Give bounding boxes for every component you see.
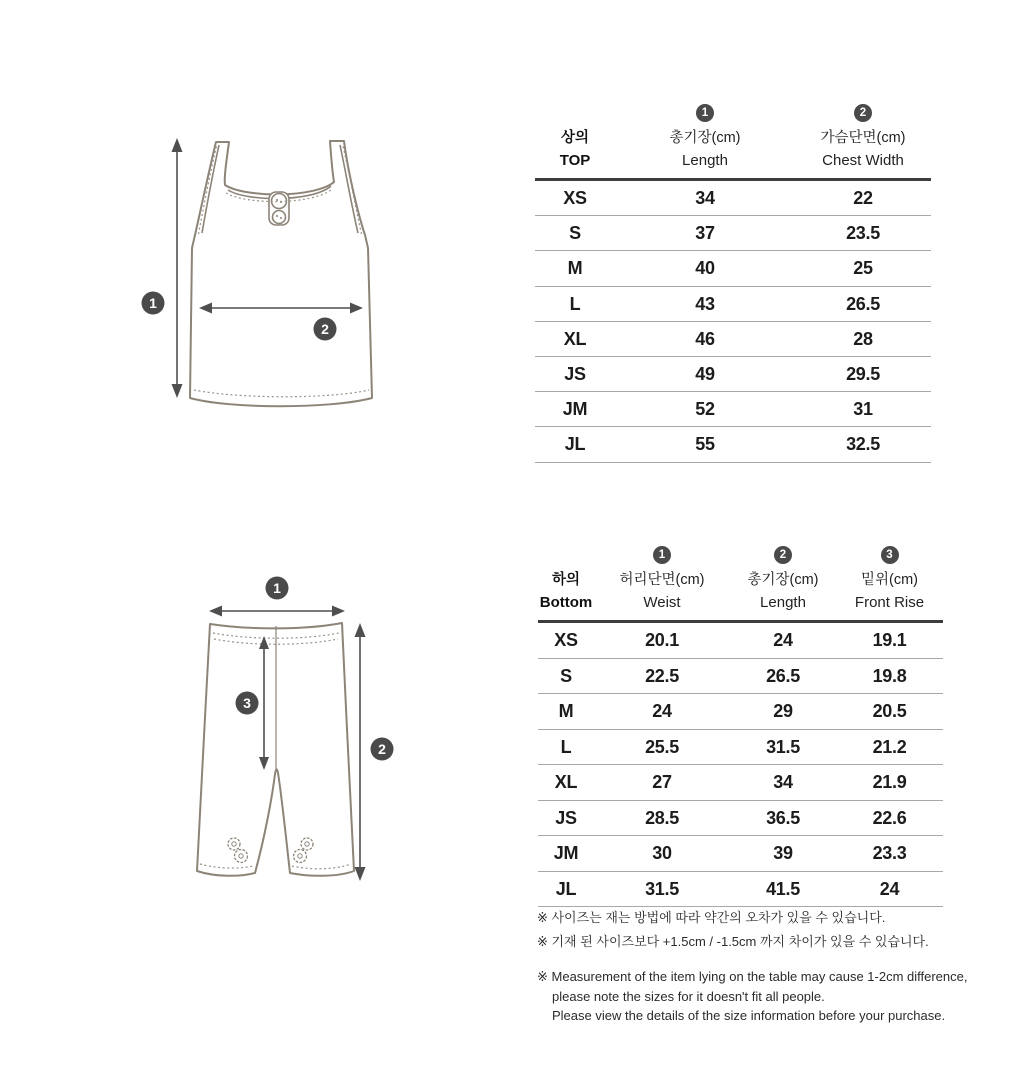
pants-outline [197,623,354,876]
pants-waist-arrow [209,606,345,617]
svg-text:1: 1 [149,295,157,311]
table-row [535,357,931,392]
value-cell: 25.5 [645,736,679,757]
tank-length-badge [142,292,165,315]
value-cell: 26.5 [766,665,800,686]
table-row [535,427,931,462]
table-row [535,392,931,427]
svg-text:3: 3 [243,695,251,711]
table-row [535,181,931,216]
value-cell: 52 [695,399,715,420]
value-cell: 22.6 [872,807,907,828]
size-label: JM [553,843,579,864]
size-label: JL [555,878,577,899]
value-cell: 49 [695,364,715,385]
value-cell: 29 [773,701,793,722]
size-label: L [560,736,572,757]
value-cell: 23.3 [872,843,907,864]
value-cell: 22 [853,188,873,209]
category-cell [538,540,594,620]
value-cell: 31 [853,399,873,420]
size-label: XS [563,188,587,209]
value-cell: 19.1 [872,630,907,651]
tank-outline [190,141,372,406]
size-label: JM [562,399,588,420]
pants-diagram [170,553,430,893]
value-cell: 28 [853,328,873,349]
value-cell: 40 [695,258,715,279]
value-cell: 41.5 [766,878,800,899]
value-cell: 55 [695,434,715,455]
size-label: XL [554,772,578,793]
value-cell: 31.5 [645,878,679,899]
size-label: JS [555,807,577,828]
number-1-badge: 1 [696,104,714,122]
size-label: XS [554,630,578,651]
value-cell: 24 [773,630,793,651]
svg-text:1: 1 [273,580,281,596]
size-label: L [569,293,581,314]
category-ko: 하의 [551,572,580,588]
column-header-front-rise: 3 밑위(cm) Front Rise [836,540,943,620]
tank-chest-badge [314,318,337,341]
value-cell: 39 [773,843,793,864]
table-row [538,694,943,730]
number-2-badge: 2 [774,546,792,564]
value-cell: 20.1 [645,630,679,651]
note-line-en: ※ Measurement of the item lying on the table may cause 1-2cm difference, [537,969,968,984]
value-cell: 24 [652,701,672,722]
size-label: S [569,223,581,244]
table-row [535,216,931,251]
value-cell: 30 [652,843,672,864]
value-cell: 46 [695,328,715,349]
svg-text:2: 2 [378,741,386,757]
number-1-badge: 1 [653,546,671,564]
table-row [538,836,943,872]
size-label: JS [564,364,586,385]
table-row [538,730,943,766]
note-line-en: Please view the details of the size information before your purchase. [552,1008,946,1023]
value-cell: 28.5 [645,807,679,828]
value-cell: 19.8 [872,665,907,686]
value-cell: 21.2 [872,736,907,757]
tank-length-arrow [172,138,183,398]
size-label: M [558,701,574,722]
category-en: Bottom [539,594,593,611]
column-header-length: 2 총기장(cm) Length [730,540,836,620]
table-row [538,623,943,659]
size-label: S [560,665,572,686]
table-row [538,801,943,837]
pants-length-arrow [355,623,366,881]
note-line-ko: ※ 사이즈는 재는 방법에 따라 약간의 오차가 있을 수 있습니다. [537,910,886,925]
value-cell: 26.5 [846,293,880,314]
value-cell: 21.9 [872,772,907,793]
note-line-en: please note the sizes for it doesn't fit all people. [552,988,825,1004]
value-cell: 37 [695,223,715,244]
size-notes [537,906,1023,1026]
pants-waist-badge [266,577,289,600]
value-cell: 43 [695,293,715,314]
svg-text:2: 2 [321,321,329,337]
size-label: M [567,258,583,279]
value-cell: 34 [695,188,715,209]
value-cell: 29.5 [846,364,880,385]
top-size-table [535,94,931,463]
table-row [538,765,943,801]
value-cell: 25 [853,258,873,279]
table-row [535,251,931,286]
value-cell: 24 [879,878,900,899]
pants-rise-badge [236,692,259,715]
value-cell: 34 [773,772,793,793]
value-cell: 32.5 [846,434,880,455]
size-label: JL [564,434,586,455]
category-cell [535,94,615,178]
value-cell: 31.5 [766,736,800,757]
number-3-badge: 3 [881,546,899,564]
note-line-ko: ※ 기재 된 사이즈보다 +1.5cm / -1.5cm 까지 차이가 있을 수 있습니다. [537,934,929,949]
table-row [535,287,931,322]
value-cell: 36.5 [766,807,800,828]
pants-length-badge [371,738,394,761]
number-2-badge: 2 [854,104,872,122]
category-en: TOP [559,152,591,169]
top-table-header [535,94,931,181]
bottom-table-header [538,540,943,623]
category-ko: 상의 [560,130,589,146]
table-row [538,872,943,908]
size-label: XL [563,328,587,349]
value-cell: 27 [652,772,672,793]
column-header-waist: 1 허리단면(cm) Weist [594,540,730,620]
value-cell: 23.5 [846,223,880,244]
tank-top-diagram [120,118,440,438]
column-header-chest-width: 2 가슴단면(cm) Chest Width [795,94,931,178]
bottom-size-table [538,540,943,907]
table-row [535,322,931,357]
notes-english-block [537,967,1023,1026]
table-row [538,659,943,695]
value-cell: 20.5 [872,701,907,722]
column-header-length: 1 총기장(cm) Length [615,94,795,178]
value-cell: 22.5 [645,665,679,686]
